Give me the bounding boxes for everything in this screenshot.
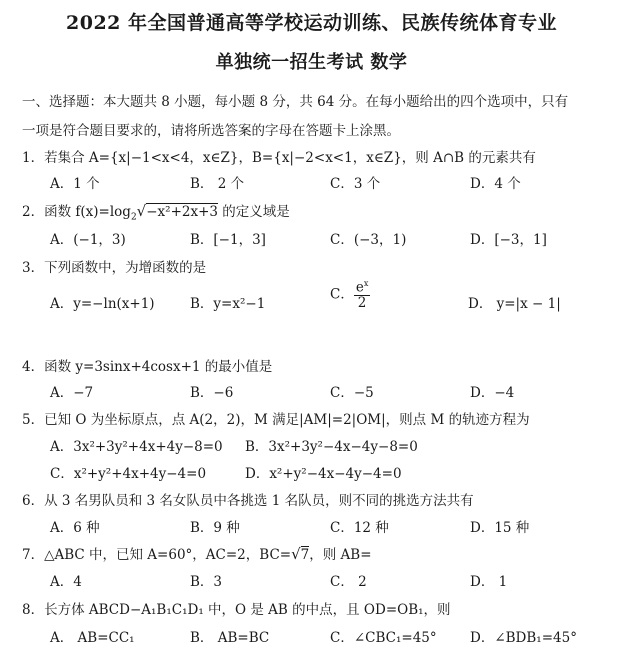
exam-title-line2: 单独统一招生考试 数学 — [215, 52, 408, 73]
q8-option-c: C．∠CBC₁=45° — [330, 630, 437, 646]
q2-stem-pre: 2．函数 f(x)=log — [22, 204, 131, 220]
question-2-stem — [22, 200, 290, 223]
sqrt-symbol: √ — [136, 202, 147, 220]
q8-option-b: B． AB=BC — [190, 630, 270, 646]
sqrt-symbol: √ — [291, 545, 301, 563]
q6-option-b: B．9 种 — [190, 520, 240, 536]
q6-option-a: A．6 种 — [50, 520, 100, 536]
q7-option-c: C． 2 — [330, 574, 367, 590]
q3-option-d: D． y=|x − 1| — [468, 296, 561, 312]
q5-option-b: B．3x²+3y²−4x−4y−8=0 — [245, 439, 418, 455]
q4-option-c: C．−5 — [330, 385, 374, 401]
question-3-stem: 3．下列函数中，为增函数的是 — [22, 260, 207, 276]
q3-option-b: B．y=x²−1 — [190, 296, 266, 312]
q1-option-a: A．1 个 — [50, 176, 100, 192]
q6-option-d: D．15 种 — [470, 520, 530, 536]
numerator-exponent: x — [363, 279, 369, 288]
q4-option-a: A．−7 — [50, 385, 94, 401]
question-7-stem — [22, 543, 372, 563]
q3-option-c — [330, 280, 370, 310]
question-5-stem: 5．已知 O 为坐标原点，点 A(2，2)，M 满足|AM|=2|OM|，则点 M 的轨迹方程为 — [22, 412, 530, 428]
question-6-stem: 6．从 3 名男队员和 3 名女队员中各挑选 1 名队员，则不同的挑选方法共有 — [22, 493, 474, 509]
q2-option-a: A．(−1，3) — [50, 232, 126, 248]
q1-option-d: D．4 个 — [470, 176, 521, 192]
q7-option-a: A．4 — [50, 574, 82, 590]
q7-option-d: D． 1 — [470, 574, 508, 590]
q7-option-b: B．3 — [190, 574, 223, 590]
q2-option-d: D．[−3，1] — [470, 232, 547, 248]
q2-option-b: B．[−1，3] — [190, 232, 266, 248]
q8-option-d: D．∠BDB₁=45° — [470, 630, 577, 646]
q1-option-b: B． 2 个 — [190, 176, 245, 192]
fraction-numerator — [354, 280, 371, 296]
q1-option-c: C．3 个 — [330, 176, 381, 192]
q5-option-d: D．x²+y²−4x−4y−4=0 — [245, 466, 402, 482]
question-1-stem: 1．若集合 A={x|−1<x<4，x∈Z}，B={x|−2<x<1，x∈Z}，则 A∩B 的元素共有 — [22, 150, 536, 166]
q2-log-base: 2 — [130, 212, 137, 223]
q3-option-c-fraction — [354, 280, 371, 310]
fraction-denominator: 2 — [357, 294, 367, 311]
q5-option-c: C．x²+y²+4x+4y−4=0 — [50, 466, 207, 482]
numerator-base: e — [355, 279, 364, 296]
q3-option-c-label: C． — [330, 286, 354, 303]
q2-option-c: C．(−3，1) — [330, 232, 407, 248]
exam-title-line1: 2022 年全国普通高等学校运动训练、民族传统体育专业 — [66, 12, 557, 34]
q6-option-c: C．12 种 — [330, 520, 389, 536]
q7-stem-pre: 7．△ABC 中，已知 A=60°，AC=2，BC= — [22, 547, 292, 563]
q8-option-a: A． AB=CC₁ — [50, 630, 135, 646]
question-8-stem: 8．长方体 ABCD−A₁B₁C₁D₁ 中，O 是 AB 的中点，且 OD=OB₁，则 — [22, 602, 451, 618]
q3-option-a: A．y=−ln(x+1) — [50, 296, 155, 312]
q2-radicand: −x²+2x+3 — [146, 204, 218, 220]
q4-option-b: B．−6 — [190, 385, 234, 401]
q5-option-a: A．3x²+3y²+4x+4y−8=0 — [50, 439, 223, 455]
q2-stem-post: 的定义域是 — [218, 204, 290, 220]
q4-option-d: D．−4 — [470, 385, 515, 401]
q7-stem-post: ，则 AB= — [309, 547, 372, 563]
section-instructions-line1: 一、选择题：本大题共 8 小题，每小题 8 分，共 64 分。在每小题给出的四个选项中，只有 — [22, 94, 569, 110]
question-4-stem: 4．函数 y=3sinx+4cosx+1 的最小值是 — [22, 359, 273, 375]
section-instructions-line2: 一项是符合题目要求的，请将所选答案的字母在答题卡上涂黑。 — [22, 123, 400, 139]
q7-radicand: 7 — [300, 547, 310, 563]
